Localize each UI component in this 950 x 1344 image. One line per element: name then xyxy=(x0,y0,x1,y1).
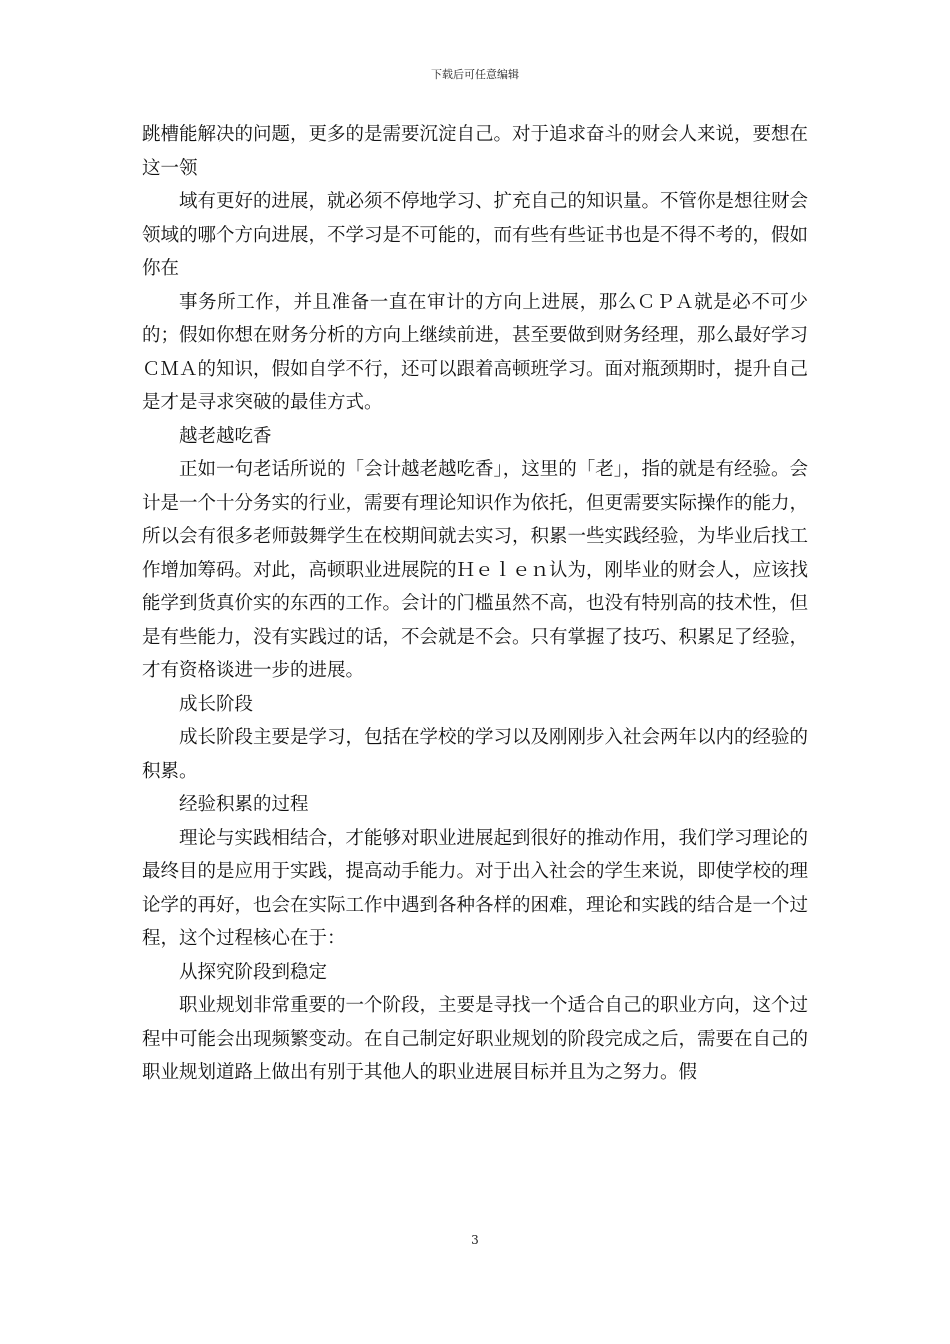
page-number: 3 xyxy=(471,1233,479,1247)
paragraph: 正如一句老话所说的「会计越老越吃香」，这里的「老」，指的就是有经验。会计是一个十分务实的行业，需要有理论知识作为依托，但更需要实际操作的能力，所以会有很多老师鼓舞学生在校期间就去实习，积累一些实践经验，为毕业后找工作增加筹码。对此，高顿职业进展院的Ｈｅｌｅｎ认为，刚毕业的财会人，应该找能学到货真价实的东西的工作。会计的门槛虽然不高，也没有特别高的技术性，但是有些能力，没有实践过的话，不会就是不会。只有掌握了技巧、积累足了经验，才有资格谈进一步的进展。 xyxy=(142,459,808,681)
page-header: 下载后可任意编辑 xyxy=(431,68,519,81)
paragraph: 域有更好的进展，就必须不停地学习、扩充自己的知识量。不管你是想往财会领域的哪个方向进展，不学习是不可能的，而有些有些证书也是不得不考的，假如你在 xyxy=(142,191,808,279)
paragraph: 跳槽能解决的问题，更多的是需要沉淀自己。对于追求奋斗的财会人来说，要想在这一领 xyxy=(142,124,808,179)
section-heading: 经验积累的过程 xyxy=(179,794,309,815)
section-heading: 从探究阶段到稳定 xyxy=(179,961,328,983)
body-text xyxy=(142,118,808,1218)
paragraph: 成长阶段主要是学习，包括在学校的学习以及刚刚步入社会两年以内的经验的积累。 xyxy=(142,727,808,782)
paragraph: 理论与实践相结合，才能够对职业进展起到很好的推动作用，我们学习理论的最终目的是应用于实践，提高动手能力。对于出入社会的学生来说，即使学校的理论学的再好，也会在实际工作中遇到各种各样的困难，理论和实践的结合是一个过程，这个过程核心在于： xyxy=(142,827,808,949)
section-heading: 成长阶段 xyxy=(179,693,254,715)
paragraph: 事务所工作，并且准备一直在审计的方向上进展，那么ＣＰＡ就是必不可少的；假如你想在财务分析的方向上继续前进，甚至要做到财务经理，那么最好学习ＣＭＡ的知识，假如自学不行，还可以跟着高顿班学习。面对瓶颈期时，提升自己是才是寻求突破的最佳方式。 xyxy=(142,291,808,413)
section-heading: 越老越吃香 xyxy=(179,425,272,447)
paragraph: 职业规划非常重要的一个阶段，主要是寻找一个适合自己的职业方向，这个过程中可能会出现频繁变动。在自己制定好职业规划的阶段完成之后，需要在自己的职业规划道路上做出有别于其他人的职业进展目标并且为之努力。假 xyxy=(142,995,808,1083)
